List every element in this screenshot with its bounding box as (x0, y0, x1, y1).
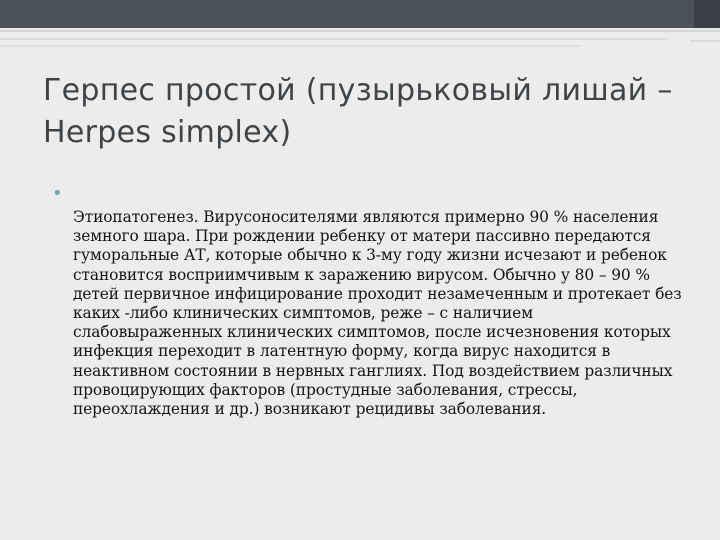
bullet-marker: • (52, 183, 63, 204)
decorative-rule (0, 38, 668, 40)
top-decorative-band (0, 0, 720, 28)
top-band-accent (694, 0, 720, 28)
slide-body-text: Этиопатогенез. Вирусоносителями являются примерно 90 % населения земного шара. При рождении ребенку от матери пассивно передаются гуморальные АТ, которые обычно к 3-му году жизни исчезают и ребенок становится восприимчивым к заражению вирусом. Обычно у 80 – 90 % детей первичное инфицирование проходит незамеченным и протекает без каких -либо клинических симптомов, реже – с наличием слабовыраженных клинических симптомов, после исчезновения которых инфекция переходит в латентную форму, когда вирус находится в неактивном состоянии в нервных ганглиях. Под воздействием различных провоцирующих факторов (простудные заболевания, стрессы, переохлаждения и др.) возникают рецидивы заболевания. (73, 208, 682, 419)
decorative-rule (0, 45, 580, 47)
decorative-rule (0, 30, 720, 32)
decorative-rule (690, 40, 720, 42)
slide-title: Герпес простой (пузырьковый лишай – Herpes simplex) (43, 73, 673, 150)
